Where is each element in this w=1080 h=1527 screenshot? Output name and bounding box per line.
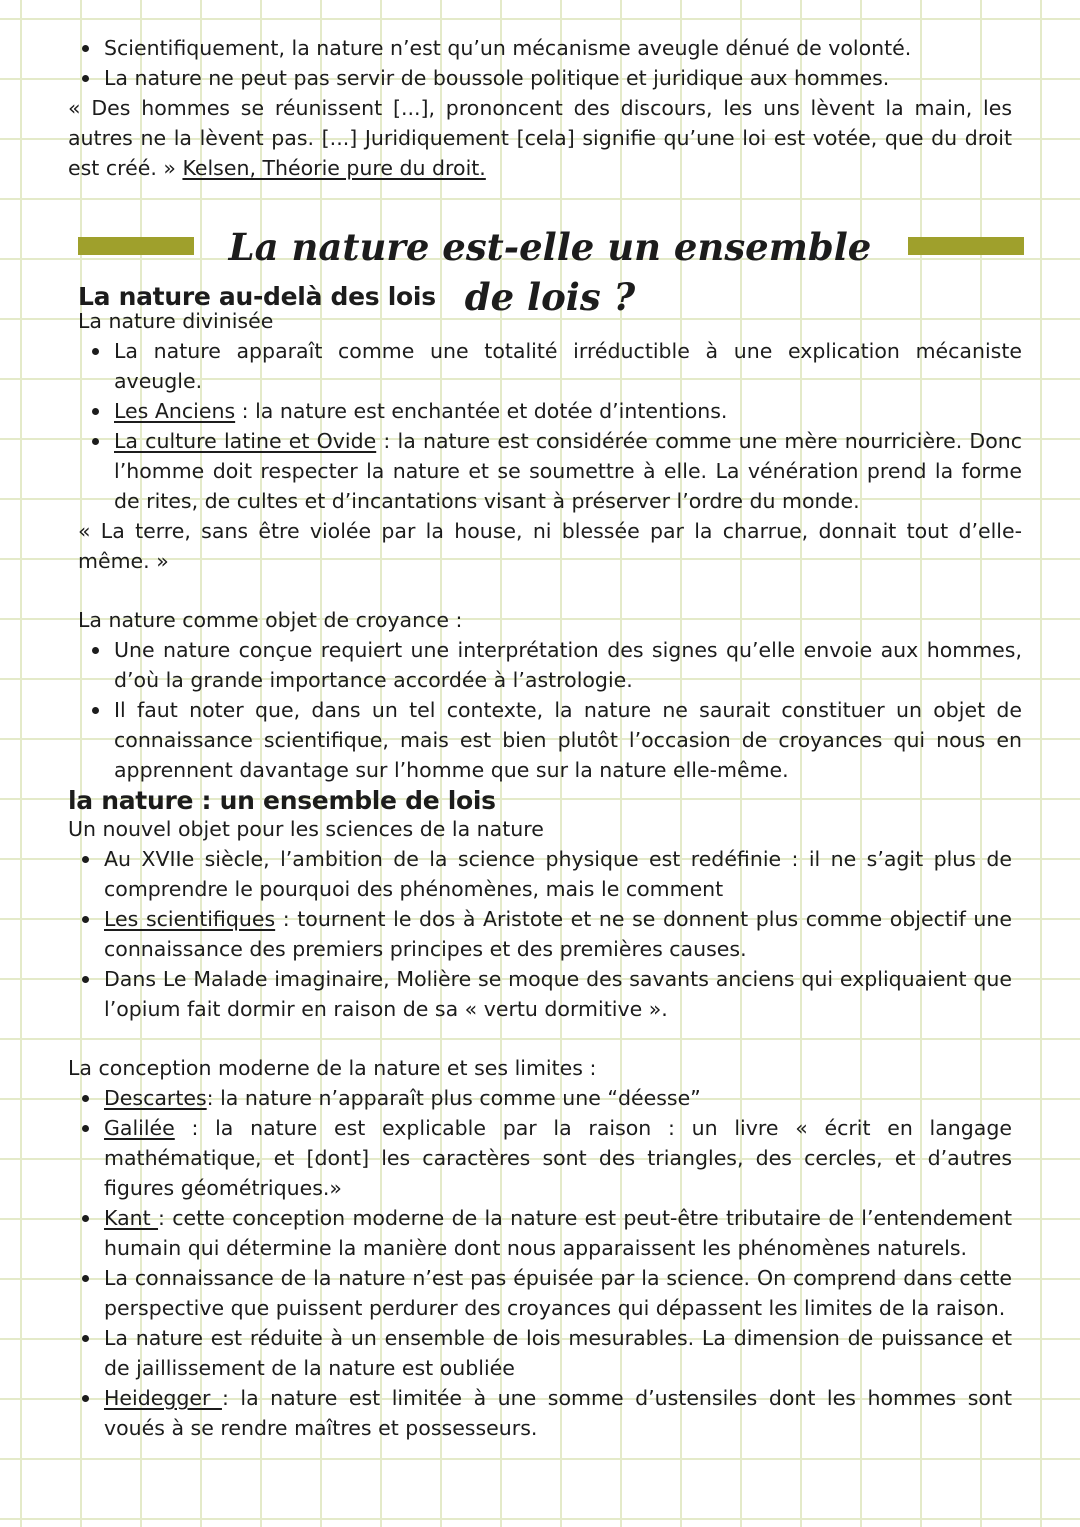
section1-subheading-2: La nature comme objet de croyance : — [78, 608, 463, 632]
section2-heading: la nature : un ensemble de lois — [68, 786, 496, 815]
list-item — [68, 1113, 1012, 1203]
item-text: : la nature est limitée à une somme d’ustensiles dont les hommes sont voués à se rendre maîtres et possesseurs. — [104, 1386, 1012, 1440]
citation: Kelsen, Théorie pure du droit. — [182, 156, 486, 180]
section2-list-a — [68, 844, 1012, 1024]
list-item: La nature est réduite à un ensemble de lois mesurables. La dimension de puissance et de jaillissement de la nature est oubliée — [68, 1323, 1012, 1383]
item-label: La culture latine et Ovide — [114, 429, 377, 453]
list-item: La nature ne peut pas servir de boussole politique et juridique aux hommes. — [68, 63, 1012, 93]
item-text: : la nature est considérée comme une mère nourricière. Donc l’homme doit respecter la nature et se soumettre à elle. La vénération prend la forme de rites, de cultes et d’incantations visant à préserver l’ordre du monde. — [114, 429, 1022, 513]
section1-list-a — [78, 336, 1022, 516]
list-item — [68, 1383, 1012, 1443]
item-text: : cette conception moderne de la nature est peut-être tributaire de l’entendement humain qui détermine la manière dont nous apparaissent les phénomènes naturels. — [104, 1206, 1012, 1260]
item-text: : la nature est enchantée et dotée d’intentions. — [235, 399, 728, 423]
list-item — [78, 396, 1022, 426]
item-label: Galilée — [104, 1116, 175, 1140]
list-item — [78, 426, 1022, 516]
list-item: Au XVIIe siècle, l’ambition de la science physique est redéfinie : il ne s’agit plus de comprendre le pourquoi des phénomènes, mais le comment — [68, 844, 1012, 904]
list-item: Une nature conçue requiert une interprétation des signes qu’elle envoie aux hommes, d’où la grande importance accordée à l’astrologie. — [78, 635, 1022, 695]
item-label: Les scientifiques — [104, 907, 276, 931]
section1-list-b — [78, 635, 1022, 785]
list-item: Dans Le Malade imaginaire, Molière se moque des savants anciens qui expliquaient que l’opium fait dormir en raison de sa « vertu dormitive ». — [68, 964, 1012, 1024]
ovide-quote: « La terre, sans être violée par la house, ni blessée par la charrue, donnait tout d’elle-même. » — [78, 519, 1022, 573]
list-item — [68, 1083, 1012, 1113]
item-text: : tournent le dos à Aristote et ne se donnent plus comme objectif une connaissance des premiers principes et des premières causes. — [104, 907, 1012, 961]
section2-subheading: Un nouvel objet pour les sciences de la nature — [68, 817, 544, 841]
list-item: Scientifiquement, la nature n’est qu’un mécanisme aveugle dénué de volonté. — [68, 33, 1012, 63]
section1-subheading: La nature divinisée — [78, 309, 274, 333]
list-item — [68, 904, 1012, 964]
list-item: La nature apparaît comme une totalité irréductible à une explication mécaniste aveugle. — [78, 336, 1022, 396]
item-label: Heidegger — [104, 1386, 222, 1410]
intro-bullets — [68, 33, 1012, 93]
section1-heading: La nature au-delà des lois — [78, 282, 436, 311]
title-bar-right — [908, 237, 1024, 255]
section2-list-b — [68, 1083, 1012, 1443]
page-title: La nature est-elle un ensemble de lois ? — [228, 225, 872, 319]
item-label: Les Anciens — [114, 399, 236, 423]
item-text: : la nature n’apparaît plus comme une “déesse” — [206, 1086, 701, 1110]
item-text: : la nature est explicable par la raison : un livre « écrit en langage mathématique, et [dont] les caractères sont des triangles, des cercles, et d’autres figures géométriques.» — [104, 1116, 1012, 1200]
quote-text: « Des hommes se réunissent [...], prononcent des discours, les uns lèvent la main, les autres ne la lèvent pas. [...] Juridiquement [cela] signifie qu’une loi est votée, que du droit est créé. » — [68, 96, 1012, 180]
item-label: Descartes — [104, 1086, 207, 1110]
section2-subheading-2: La conception moderne de la nature et ses limites : — [68, 1056, 597, 1080]
list-item — [68, 1203, 1012, 1263]
kelsen-quote — [68, 93, 1012, 183]
list-item: Il faut noter que, dans un tel contexte, la nature ne saurait constituer un objet de connaissance scientifique, mais est bien plutôt l’occasion de croyances qui nous en apprennent davantage sur l’homme que sur la nature elle-même. — [78, 695, 1022, 785]
item-label: Kant — [104, 1206, 159, 1230]
list-item: La connaissance de la nature n’est pas épuisée par la science. On comprend dans cette perspective que puissent perdurer des croyances qui dépassent les limites de la raison. — [68, 1263, 1012, 1323]
title-bar-left — [78, 237, 194, 255]
